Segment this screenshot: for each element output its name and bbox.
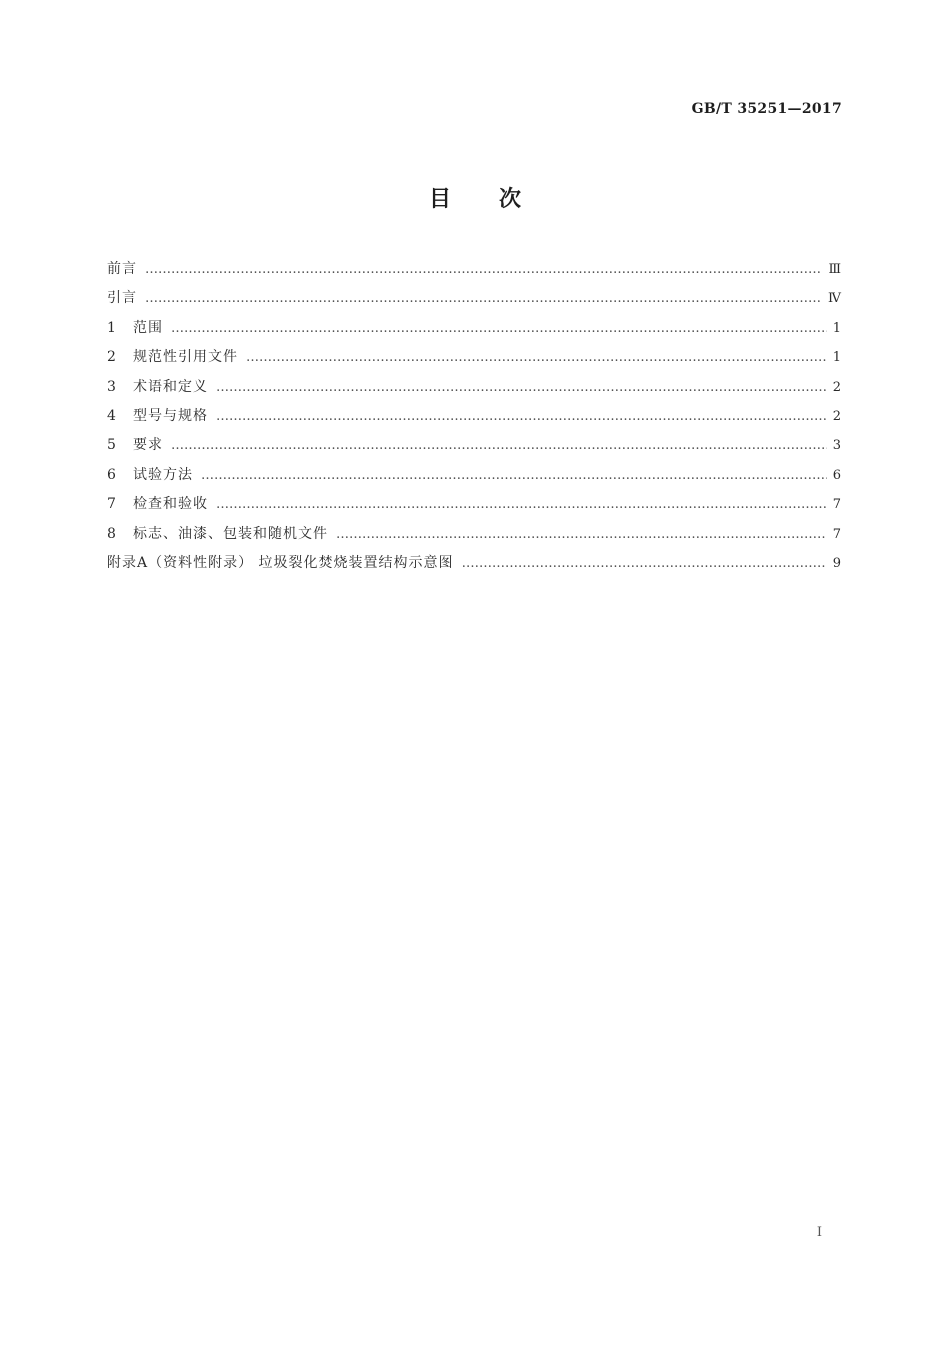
- toc-leader-dots: [145, 291, 822, 306]
- toc-entry-label: 标志、油漆、包装和随机文件: [133, 525, 328, 542]
- toc-entry-appendix-a[interactable]: [107, 552, 842, 581]
- toc-leader-dots: [462, 556, 827, 571]
- toc-entry-page: 1: [832, 350, 842, 366]
- toc-entry-page: 2: [832, 379, 842, 395]
- toc-leader-dots: [145, 262, 822, 277]
- standard-code: GB/T 35251—2017: [691, 101, 842, 117]
- toc-entry-number: 8: [107, 525, 117, 542]
- toc-entry-label: 规范性引用文件: [133, 349, 238, 366]
- toc-entry-inspection-acceptance[interactable]: [107, 493, 842, 522]
- toc-entry-label: 试验方法: [133, 466, 193, 483]
- toc-entry-marking-painting-packaging[interactable]: [107, 523, 842, 552]
- toc-entry-page: 7: [832, 497, 842, 513]
- toc-entry-page: Ⅲ: [828, 262, 842, 277]
- toc-entry-number: 7: [107, 496, 117, 513]
- toc-entry-normative-references[interactable]: [107, 346, 842, 375]
- toc-leader-dots: [336, 527, 827, 542]
- toc-entry-page: Ⅳ: [828, 291, 842, 307]
- toc-entry-page: 1: [832, 320, 842, 336]
- table-of-contents: [107, 258, 842, 581]
- toc-entry-label: 范围: [133, 319, 163, 336]
- toc-leader-dots: [216, 497, 827, 512]
- toc-leader-dots: [171, 438, 827, 453]
- toc-entry-page: 7: [832, 526, 842, 542]
- toc-leader-dots: [216, 409, 827, 424]
- toc-entry-number: 4: [107, 407, 117, 424]
- toc-entry-label: 要求: [133, 437, 163, 454]
- toc-entry-label: 附录A（资料性附录） 垃圾裂化焚烧装置结构示意图: [107, 554, 454, 571]
- toc-entry-scope[interactable]: [107, 317, 842, 346]
- toc-leader-dots: [216, 380, 827, 395]
- toc-entry-foreword[interactable]: [107, 258, 842, 287]
- toc-leader-dots: [246, 350, 827, 365]
- toc-entry-requirements[interactable]: [107, 434, 842, 463]
- toc-entry-number: 5: [107, 437, 117, 454]
- toc-entry-models-specifications[interactable]: [107, 405, 842, 434]
- toc-entry-label: 术语和定义: [133, 378, 208, 395]
- toc-entry-introduction[interactable]: [107, 287, 842, 316]
- page-number: Ⅰ: [816, 1225, 822, 1240]
- toc-entry-test-methods[interactable]: [107, 464, 842, 493]
- toc-entry-page: 9: [832, 555, 842, 571]
- toc-entry-label: 前言: [107, 261, 137, 277]
- page-title: 目次: [428, 186, 569, 212]
- toc-entry-label: 型号与规格: [133, 407, 208, 424]
- toc-entry-label: 引言: [107, 290, 137, 307]
- toc-entry-terms-definitions[interactable]: [107, 376, 842, 405]
- toc-leader-dots: [171, 321, 827, 336]
- toc-leader-dots: [201, 468, 827, 483]
- toc-entry-number: 6: [107, 466, 117, 483]
- toc-entry-page: 2: [832, 408, 842, 424]
- toc-entry-number: 2: [107, 349, 117, 366]
- toc-entry-label: 检查和验收: [133, 496, 208, 513]
- toc-entry-number: 1: [107, 319, 117, 336]
- toc-entry-page: 6: [832, 467, 842, 483]
- toc-entry-number: 3: [107, 378, 117, 395]
- toc-entry-page: 3: [832, 438, 842, 454]
